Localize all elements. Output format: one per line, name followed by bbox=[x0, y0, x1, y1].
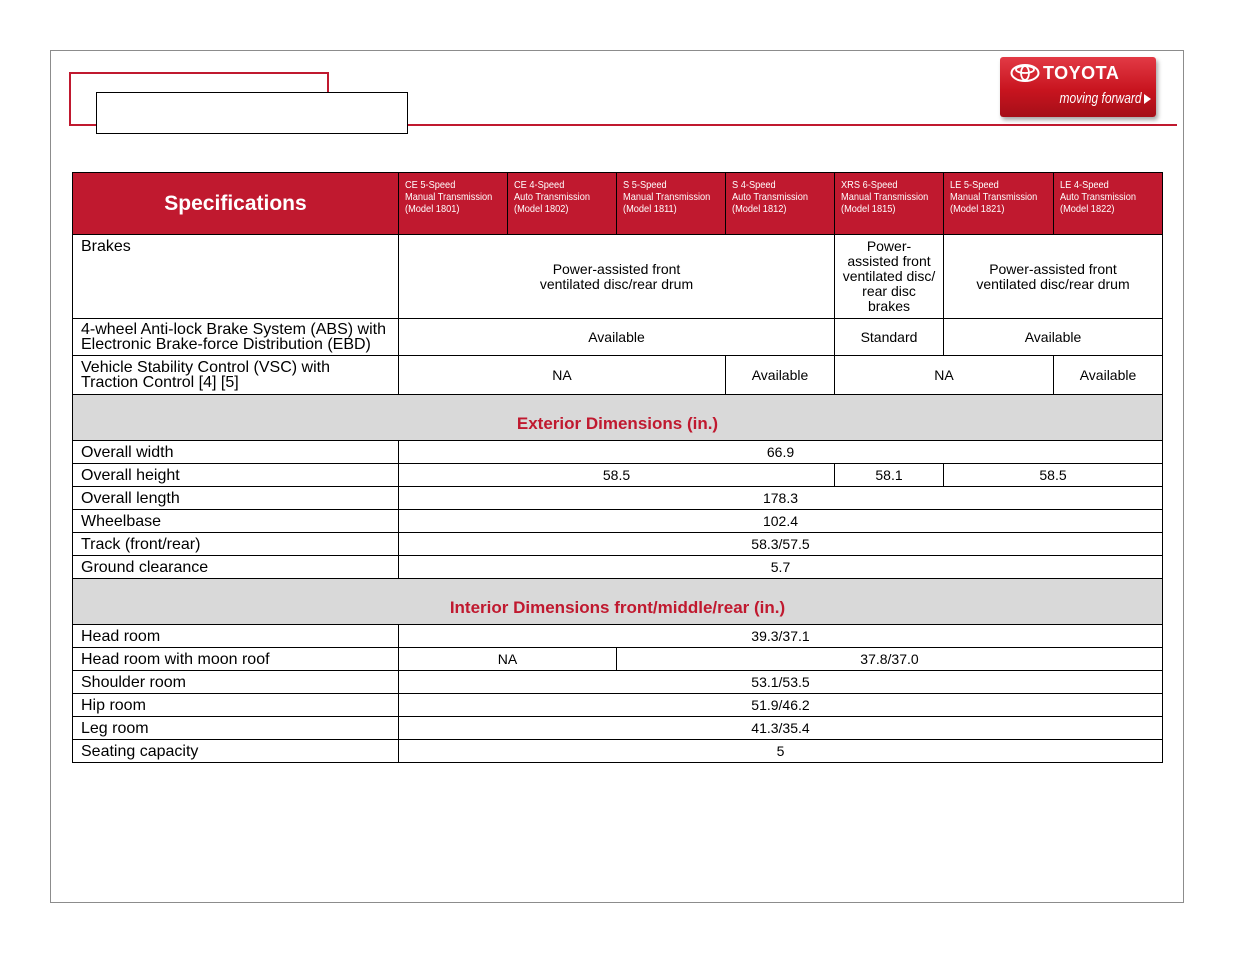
table-header-row bbox=[73, 173, 1163, 235]
cell-value: 102.4 bbox=[399, 510, 1163, 533]
table-row bbox=[73, 648, 1163, 671]
column-header: S 5-Speed Manual Transmission (Model 1811) bbox=[617, 173, 726, 235]
row-label: Brakes bbox=[73, 235, 399, 319]
table-row bbox=[73, 235, 1163, 319]
cell-value: Power- assisted front ventilated disc/ rear disc brakes bbox=[835, 235, 944, 319]
arrow-right-icon bbox=[1144, 94, 1151, 104]
section-heading: Exterior Dimensions (in.) bbox=[73, 395, 1163, 441]
row-label: Ground clearance bbox=[73, 556, 399, 579]
cell-value: 37.8/37.0 bbox=[617, 648, 1163, 671]
cell-value: 58.5 bbox=[944, 464, 1163, 487]
table-row bbox=[73, 441, 1163, 464]
cell-value: NA bbox=[399, 356, 726, 395]
cell-value: 58.5 bbox=[399, 464, 835, 487]
row-label: Overall length bbox=[73, 487, 399, 510]
cell-value: 5 bbox=[399, 740, 1163, 763]
cell-value: 51.9/46.2 bbox=[399, 694, 1163, 717]
specifications-table bbox=[72, 172, 1163, 763]
row-label: Hip room bbox=[73, 694, 399, 717]
row-label: Head room with moon roof bbox=[73, 648, 399, 671]
cell-value: 41.3/35.4 bbox=[399, 717, 1163, 740]
row-label: Seating capacity bbox=[73, 740, 399, 763]
cell-value: 66.9 bbox=[399, 441, 1163, 464]
column-header: S 4-Speed Auto Transmission (Model 1812) bbox=[726, 173, 835, 235]
table-row bbox=[73, 717, 1163, 740]
cell-value: 58.3/57.5 bbox=[399, 533, 1163, 556]
row-label: Head room bbox=[73, 625, 399, 648]
row-label: Overall width bbox=[73, 441, 399, 464]
table-row bbox=[73, 487, 1163, 510]
cell-value: Standard bbox=[835, 319, 944, 356]
table-row bbox=[73, 671, 1163, 694]
cell-value: Available bbox=[944, 319, 1163, 356]
cell-value: 58.1 bbox=[835, 464, 944, 487]
cell-value: NA bbox=[399, 648, 617, 671]
table-row bbox=[73, 740, 1163, 763]
column-header: LE 4-Speed Auto Transmission (Model 1822) bbox=[1054, 173, 1163, 235]
title-box bbox=[96, 92, 408, 134]
cell-value: 5.7 bbox=[399, 556, 1163, 579]
cell-value: NA bbox=[835, 356, 1054, 395]
table-row bbox=[73, 356, 1163, 395]
logo-slogan: moving forward bbox=[1059, 90, 1142, 107]
table-row bbox=[73, 510, 1163, 533]
section-row bbox=[73, 579, 1163, 625]
column-header: CE 5-Speed Manual Transmission (Model 1801) bbox=[399, 173, 508, 235]
column-header: LE 5-Speed Manual Transmission (Model 1821) bbox=[944, 173, 1054, 235]
section-heading: Interior Dimensions front/middle/rear (in.) bbox=[73, 579, 1163, 625]
row-label: Overall height bbox=[73, 464, 399, 487]
toyota-logo bbox=[1000, 57, 1156, 117]
table-row bbox=[73, 556, 1163, 579]
table-row bbox=[73, 625, 1163, 648]
row-label: Track (front/rear) bbox=[73, 533, 399, 556]
row-label: Shoulder room bbox=[73, 671, 399, 694]
header-tab-line bbox=[69, 72, 71, 125]
header-tab-line bbox=[327, 72, 329, 92]
table-row bbox=[73, 694, 1163, 717]
column-header: CE 4-Speed Auto Transmission (Model 1802) bbox=[508, 173, 617, 235]
toyota-emblem-icon bbox=[1010, 64, 1040, 82]
section-row bbox=[73, 395, 1163, 441]
table-row bbox=[73, 464, 1163, 487]
cell-value: 39.3/37.1 bbox=[399, 625, 1163, 648]
table-title: Specifications bbox=[73, 173, 399, 235]
table-row bbox=[73, 533, 1163, 556]
cell-value: Available bbox=[399, 319, 835, 356]
cell-value: 178.3 bbox=[399, 487, 1163, 510]
cell-value: Available bbox=[726, 356, 835, 395]
cell-value: Power-assisted front ventilated disc/rear drum bbox=[399, 235, 835, 319]
table-row bbox=[73, 319, 1163, 356]
cell-value: 53.1/53.5 bbox=[399, 671, 1163, 694]
row-label: Wheelbase bbox=[73, 510, 399, 533]
cell-value: Power-assisted front ventilated disc/rear drum bbox=[944, 235, 1163, 319]
column-header: XRS 6-Speed Manual Transmission (Model 1815) bbox=[835, 173, 944, 235]
header-tab-line bbox=[69, 72, 329, 74]
row-label: Leg room bbox=[73, 717, 399, 740]
logo-brand: TOYOTA bbox=[1043, 63, 1120, 83]
row-label: 4-wheel Anti-lock Brake System (ABS) with Electronic Brake-force Distribution (EBD) bbox=[73, 319, 399, 356]
cell-value: Available bbox=[1054, 356, 1163, 395]
row-label: Vehicle Stability Control (VSC) with Traction Control [4] [5] bbox=[73, 356, 399, 395]
